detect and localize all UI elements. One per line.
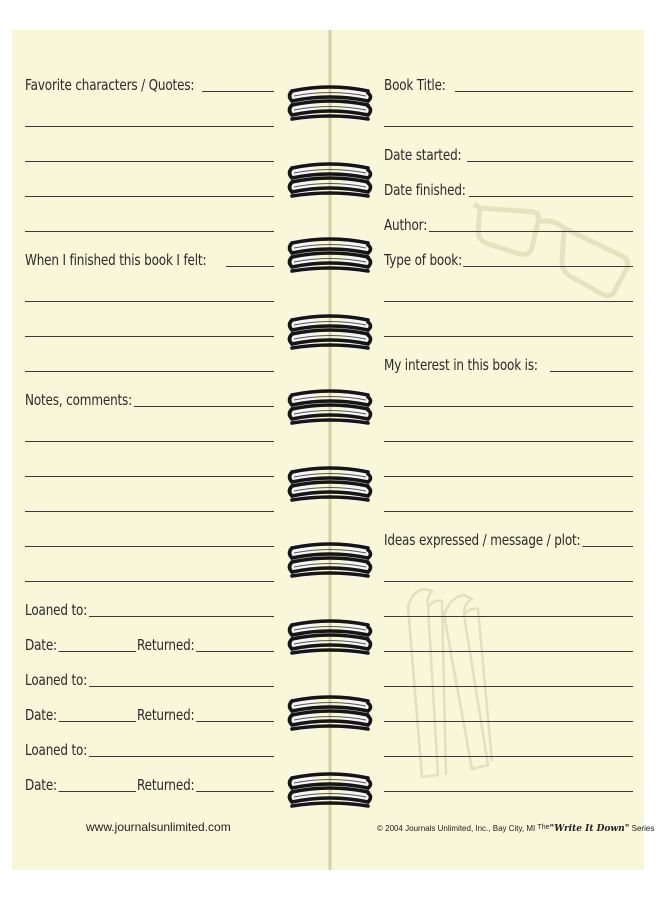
- loaned-to-label-2: Loaned to:: [25, 671, 88, 689]
- favorite-line-1[interactable]: [202, 91, 274, 92]
- favorite-line-3[interactable]: [25, 161, 274, 162]
- date-started-label: Date started:: [384, 146, 462, 164]
- interest-line-2[interactable]: [384, 406, 633, 407]
- loaned-to-field-3[interactable]: [87, 756, 274, 757]
- notes-label: Notes, comments:: [25, 391, 133, 409]
- ideas-line-7[interactable]: [384, 756, 633, 757]
- page-gutter: [328, 30, 332, 870]
- author-label: Author:: [384, 216, 428, 234]
- interest-label: My interest in this book is:: [384, 356, 538, 374]
- author-field[interactable]: [429, 231, 633, 232]
- ideas-line-3[interactable]: [384, 616, 633, 617]
- spiral-binding-icon: [286, 386, 374, 430]
- books-icon: [398, 585, 498, 780]
- title-field[interactable]: [455, 91, 633, 92]
- title-line-2[interactable]: [384, 126, 633, 127]
- title-label: Book Title:: [384, 76, 446, 94]
- returned-label-1: Returned:: [137, 636, 195, 654]
- notes-line-3[interactable]: [25, 476, 274, 477]
- ideas-label: Ideas expressed / message / plot:: [384, 531, 581, 549]
- spiral-binding-icon: [286, 234, 374, 278]
- spiral-binding-icon: [286, 769, 374, 813]
- loan-date-field-1[interactable]: [58, 651, 136, 652]
- returned-label-3: Returned:: [137, 776, 195, 794]
- interest-line-4[interactable]: [384, 476, 633, 477]
- returned-field-1[interactable]: [196, 651, 274, 652]
- spiral-binding-icon: [286, 616, 374, 660]
- series-name: "Write It Down": [549, 824, 630, 834]
- type-of-book-label: Type of book:: [384, 251, 462, 269]
- interest-line-3[interactable]: [384, 441, 633, 442]
- copyright-text: [377, 824, 654, 834]
- ideas-line-2[interactable]: [384, 581, 633, 582]
- interest-line-5[interactable]: [384, 511, 633, 512]
- loaned-to-label-3: Loaned to:: [25, 741, 88, 759]
- felt-line-2[interactable]: [25, 301, 274, 302]
- notes-line-2[interactable]: [25, 441, 274, 442]
- favorite-line-4[interactable]: [25, 196, 274, 197]
- series-prefix: The: [537, 824, 550, 831]
- type-of-book-field[interactable]: [463, 266, 633, 267]
- favorite-label: Favorite characters / Quotes:: [25, 76, 195, 94]
- felt-label: When I finished this book I felt:: [25, 251, 207, 269]
- spiral-binding-icon: [286, 311, 374, 355]
- interest-field[interactable]: [550, 371, 633, 372]
- felt-line-3[interactable]: [25, 336, 274, 337]
- spiral-binding-icon: [286, 82, 374, 126]
- felt-line-4[interactable]: [25, 371, 274, 372]
- type-line-2[interactable]: [384, 301, 633, 302]
- loaned-to-label-1: Loaned to:: [25, 601, 88, 619]
- date-finished-field[interactable]: [469, 196, 633, 197]
- loaned-to-field-2[interactable]: [87, 686, 274, 687]
- felt-line-1[interactable]: [226, 266, 274, 267]
- ideas-line-4[interactable]: [384, 651, 633, 652]
- series-suffix: Series: [631, 824, 655, 833]
- loan-date-label-3: Date:: [25, 776, 57, 794]
- notes-line-5[interactable]: [25, 546, 274, 547]
- notes-line-1[interactable]: [130, 406, 274, 407]
- loan-date-label-1: Date:: [25, 636, 57, 654]
- ideas-line-5[interactable]: [384, 686, 633, 687]
- loaned-to-field-1[interactable]: [87, 616, 274, 617]
- ideas-line-8[interactable]: [384, 791, 633, 792]
- eyeglasses-icon: [472, 200, 634, 300]
- loan-date-field-3[interactable]: [58, 791, 136, 792]
- notes-line-6[interactable]: [25, 581, 274, 582]
- returned-label-2: Returned:: [137, 706, 195, 724]
- date-finished-label: Date finished:: [384, 181, 466, 199]
- returned-field-3[interactable]: [196, 791, 274, 792]
- loan-date-field-2[interactable]: [58, 721, 136, 722]
- ideas-line-6[interactable]: [384, 721, 633, 722]
- spiral-binding-icon: [286, 463, 374, 507]
- returned-field-2[interactable]: [196, 721, 274, 722]
- loan-date-label-2: Date:: [25, 706, 57, 724]
- favorite-line-5[interactable]: [25, 231, 274, 232]
- favorite-line-2[interactable]: [25, 126, 274, 127]
- website-link[interactable]: www.journalsunlimited.com: [86, 820, 231, 834]
- copyright-line: © 2004 Journals Unlimited, Inc., Bay City, MI: [377, 824, 536, 833]
- spiral-binding-icon: [286, 539, 374, 583]
- spiral-binding-icon: [286, 692, 374, 736]
- notes-line-4[interactable]: [25, 511, 274, 512]
- spiral-binding-icon: [286, 159, 374, 203]
- date-started-field[interactable]: [467, 161, 633, 162]
- ideas-field[interactable]: [577, 546, 633, 547]
- type-line-3[interactable]: [384, 336, 633, 337]
